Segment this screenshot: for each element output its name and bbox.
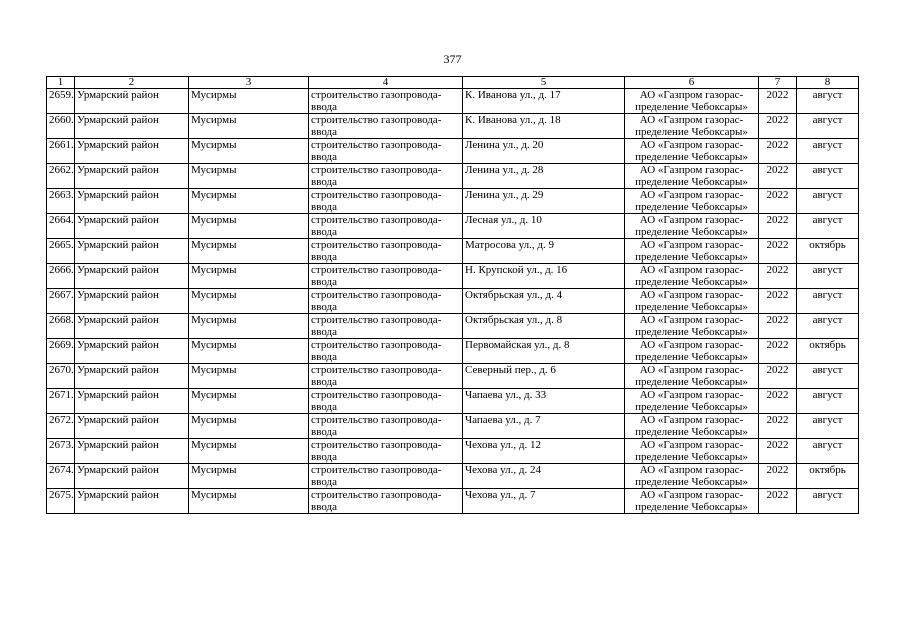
row-number: 2667. [47, 289, 75, 314]
work-type-cell [309, 114, 463, 139]
table-row [47, 189, 859, 214]
table-row [47, 114, 859, 139]
year-cell: 2022 [759, 89, 797, 114]
organization-cell [625, 439, 759, 464]
organization-cell [625, 489, 759, 514]
row-number: 2675. [47, 489, 75, 514]
work-type-line: строительство газопровода- [311, 414, 442, 426]
table-row [47, 389, 859, 414]
locality-cell: Мусирмы [189, 139, 309, 164]
organization-cell [625, 164, 759, 189]
column-header: 8 [797, 77, 859, 89]
locality-cell: Мусирмы [189, 489, 309, 514]
organization-line: АО «Газпром газорас- [639, 89, 744, 101]
year-cell: 2022 [759, 139, 797, 164]
year-cell: 2022 [759, 114, 797, 139]
row-number: 2671. [47, 389, 75, 414]
table-row [47, 314, 859, 339]
work-type-cell [309, 439, 463, 464]
year-cell: 2022 [759, 164, 797, 189]
organization-line: АО «Газпром газорас- [639, 139, 744, 151]
year-cell: 2022 [759, 264, 797, 289]
work-type-cell [309, 189, 463, 214]
month-cell: август [797, 214, 859, 239]
year-cell: 2022 [759, 239, 797, 264]
locality-cell: Мусирмы [189, 189, 309, 214]
work-type-line: ввода [311, 451, 337, 463]
organization-line: АО «Газпром газорас- [639, 289, 744, 301]
address-cell: Чехова ул., д. 24 [463, 464, 625, 489]
work-type-cell [309, 139, 463, 164]
work-type-line: ввода [311, 501, 337, 513]
table-row [47, 264, 859, 289]
year-cell: 2022 [759, 389, 797, 414]
month-cell: август [797, 189, 859, 214]
month-cell: октябрь [797, 239, 859, 264]
address-cell: К. Иванова ул., д. 17 [463, 89, 625, 114]
locality-cell: Мусирмы [189, 464, 309, 489]
locality-cell: Мусирмы [189, 214, 309, 239]
organization-line: АО «Газпром газорас- [639, 364, 744, 376]
organization-cell [625, 89, 759, 114]
organization-line: пределение Чебоксары» [635, 126, 748, 138]
table-row [47, 164, 859, 189]
organization-line: пределение Чебоксары» [635, 201, 748, 213]
work-type-cell [309, 314, 463, 339]
month-cell: август [797, 389, 859, 414]
column-header: 7 [759, 77, 797, 89]
organization-line: пределение Чебоксары» [635, 426, 748, 438]
organization-line: АО «Газпром газорас- [639, 489, 744, 501]
month-cell: август [797, 164, 859, 189]
year-cell: 2022 [759, 214, 797, 239]
district-cell: Урмарский район [75, 139, 189, 164]
work-type-cell [309, 464, 463, 489]
row-number: 2668. [47, 314, 75, 339]
organization-cell [625, 314, 759, 339]
month-cell: август [797, 414, 859, 439]
month-cell: август [797, 264, 859, 289]
organization-line: АО «Газпром газорас- [639, 464, 744, 476]
work-type-line: ввода [311, 351, 337, 363]
organization-cell [625, 239, 759, 264]
table-row [47, 239, 859, 264]
year-cell: 2022 [759, 364, 797, 389]
organization-cell [625, 189, 759, 214]
work-type-line: ввода [311, 476, 337, 488]
locality-cell: Мусирмы [189, 264, 309, 289]
organization-line: АО «Газпром газорас- [639, 339, 744, 351]
row-number: 2670. [47, 364, 75, 389]
table-row [47, 339, 859, 364]
work-type-line: строительство газопровода- [311, 339, 442, 351]
organization-line: пределение Чебоксары» [635, 476, 748, 488]
organization-line: пределение Чебоксары» [635, 376, 748, 388]
work-type-line: строительство газопровода- [311, 389, 442, 401]
month-cell: август [797, 314, 859, 339]
district-cell: Урмарский район [75, 214, 189, 239]
year-cell: 2022 [759, 314, 797, 339]
address-cell: Чапаева ул., д. 7 [463, 414, 625, 439]
work-type-line: строительство газопровода- [311, 489, 442, 501]
column-header: 4 [309, 77, 463, 89]
address-cell: Чехова ул., д. 7 [463, 489, 625, 514]
year-cell: 2022 [759, 439, 797, 464]
organization-line: АО «Газпром газорас- [639, 189, 744, 201]
work-type-cell [309, 214, 463, 239]
organization-line: пределение Чебоксары» [635, 226, 748, 238]
organization-cell [625, 339, 759, 364]
organization-line: АО «Газпром газорас- [639, 239, 744, 251]
district-cell: Урмарский район [75, 464, 189, 489]
work-type-cell [309, 89, 463, 114]
work-type-line: строительство газопровода- [311, 364, 442, 376]
organization-line: АО «Газпром газорас- [639, 164, 744, 176]
locality-cell: Мусирмы [189, 389, 309, 414]
locality-cell: Мусирмы [189, 289, 309, 314]
work-type-line: ввода [311, 301, 337, 313]
organization-line: АО «Газпром газорас- [639, 414, 744, 426]
row-number: 2672. [47, 414, 75, 439]
column-header: 5 [463, 77, 625, 89]
address-cell: Матросова ул., д. 9 [463, 239, 625, 264]
work-type-line: строительство газопровода- [311, 164, 442, 176]
district-cell: Урмарский район [75, 439, 189, 464]
work-type-line: ввода [311, 401, 337, 413]
table-row [47, 139, 859, 164]
year-cell: 2022 [759, 414, 797, 439]
address-cell: Чехова ул., д. 12 [463, 439, 625, 464]
work-type-line: строительство газопровода- [311, 214, 442, 226]
month-cell: август [797, 364, 859, 389]
column-number-row [47, 77, 859, 89]
organization-line: АО «Газпром газорас- [639, 439, 744, 451]
organization-cell [625, 389, 759, 414]
work-type-line: строительство газопровода- [311, 289, 442, 301]
work-type-line: ввода [311, 201, 337, 213]
work-type-cell [309, 264, 463, 289]
month-cell: август [797, 439, 859, 464]
address-cell: Северный пер., д. 6 [463, 364, 625, 389]
table-body [47, 89, 859, 514]
work-type-line: строительство газопровода- [311, 314, 442, 326]
locality-cell: Мусирмы [189, 339, 309, 364]
month-cell: август [797, 289, 859, 314]
address-cell: Лесная ул., д. 10 [463, 214, 625, 239]
table-row [47, 289, 859, 314]
month-cell: август [797, 489, 859, 514]
district-cell: Урмарский район [75, 89, 189, 114]
work-type-line: строительство газопровода- [311, 139, 442, 151]
row-number: 2673. [47, 439, 75, 464]
organization-cell [625, 464, 759, 489]
work-type-line: ввода [311, 376, 337, 388]
address-cell: К. Иванова ул., д. 18 [463, 114, 625, 139]
page-number: 377 [443, 52, 462, 66]
organization-cell [625, 139, 759, 164]
row-number: 2669. [47, 339, 75, 364]
organization-cell [625, 414, 759, 439]
organization-line: пределение Чебоксары» [635, 301, 748, 313]
district-cell: Урмарский район [75, 164, 189, 189]
work-type-line: ввода [311, 126, 337, 138]
row-number: 2659. [47, 89, 75, 114]
organization-line: пределение Чебоксары» [635, 451, 748, 463]
organization-cell [625, 364, 759, 389]
table-row [47, 214, 859, 239]
address-cell: Ленина ул., д. 29 [463, 189, 625, 214]
work-type-line: ввода [311, 326, 337, 338]
year-cell: 2022 [759, 189, 797, 214]
work-type-line: строительство газопровода- [311, 89, 442, 101]
address-cell: Н. Крупской ул., д. 16 [463, 264, 625, 289]
column-header: 6 [625, 77, 759, 89]
row-number: 2674. [47, 464, 75, 489]
locality-cell: Мусирмы [189, 239, 309, 264]
organization-line: пределение Чебоксары» [635, 101, 748, 113]
row-number: 2666. [47, 264, 75, 289]
table-row [47, 439, 859, 464]
organization-line: пределение Чебоксары» [635, 151, 748, 163]
locality-cell: Мусирмы [189, 89, 309, 114]
row-number: 2665. [47, 239, 75, 264]
organization-line: пределение Чебоксары» [635, 501, 748, 513]
organization-line: АО «Газпром газорас- [639, 264, 744, 276]
district-cell: Урмарский район [75, 114, 189, 139]
row-number: 2662. [47, 164, 75, 189]
work-type-cell [309, 339, 463, 364]
month-cell: август [797, 89, 859, 114]
work-type-line: ввода [311, 101, 337, 113]
organization-line: пределение Чебоксары» [635, 351, 748, 363]
work-type-line: строительство газопровода- [311, 239, 442, 251]
district-cell: Урмарский район [75, 239, 189, 264]
district-cell: Урмарский район [75, 289, 189, 314]
address-cell: Ленина ул., д. 28 [463, 164, 625, 189]
work-type-line: ввода [311, 276, 337, 288]
work-type-line: ввода [311, 251, 337, 263]
address-cell: Октябрьская ул., д. 4 [463, 289, 625, 314]
district-cell: Урмарский район [75, 189, 189, 214]
organization-line: АО «Газпром газорас- [639, 389, 744, 401]
table-header [47, 77, 859, 89]
gasification-register-table [46, 76, 859, 514]
work-type-cell [309, 414, 463, 439]
district-cell: Урмарский район [75, 364, 189, 389]
locality-cell: Мусирмы [189, 114, 309, 139]
row-number: 2663. [47, 189, 75, 214]
work-type-cell [309, 289, 463, 314]
organization-line: пределение Чебоксары» [635, 251, 748, 263]
year-cell: 2022 [759, 289, 797, 314]
organization-line: пределение Чебоксары» [635, 401, 748, 413]
address-cell: Октябрьская ул., д. 8 [463, 314, 625, 339]
address-cell: Чапаева ул., д. 33 [463, 389, 625, 414]
district-cell: Урмарский район [75, 264, 189, 289]
work-type-line: строительство газопровода- [311, 189, 442, 201]
work-type-cell [309, 164, 463, 189]
organization-line: АО «Газпром газорас- [639, 314, 744, 326]
month-cell: август [797, 114, 859, 139]
address-cell: Ленина ул., д. 20 [463, 139, 625, 164]
month-cell: октябрь [797, 464, 859, 489]
locality-cell: Мусирмы [189, 314, 309, 339]
organization-cell [625, 114, 759, 139]
organization-cell [625, 214, 759, 239]
organization-line: пределение Чебоксары» [635, 176, 748, 188]
year-cell: 2022 [759, 464, 797, 489]
month-cell: октябрь [797, 339, 859, 364]
district-cell: Урмарский район [75, 414, 189, 439]
organization-line: АО «Газпром газорас- [639, 114, 744, 126]
work-type-line: ввода [311, 226, 337, 238]
row-number: 2660. [47, 114, 75, 139]
address-cell: Первомайская ул., д. 8 [463, 339, 625, 364]
year-cell: 2022 [759, 339, 797, 364]
organization-cell [625, 289, 759, 314]
work-type-line: ввода [311, 426, 337, 438]
row-number: 2664. [47, 214, 75, 239]
work-type-cell [309, 389, 463, 414]
year-cell: 2022 [759, 489, 797, 514]
work-type-line: ввода [311, 176, 337, 188]
column-header: 1 [47, 77, 75, 89]
work-type-cell [309, 364, 463, 389]
table-row [47, 464, 859, 489]
organization-line: пределение Чебоксары» [635, 326, 748, 338]
column-header: 3 [189, 77, 309, 89]
work-type-line: ввода [311, 151, 337, 163]
work-type-line: строительство газопровода- [311, 464, 442, 476]
organization-cell [625, 264, 759, 289]
work-type-line: строительство газопровода- [311, 114, 442, 126]
table-row [47, 414, 859, 439]
organization-line: АО «Газпром газорас- [639, 214, 744, 226]
locality-cell: Мусирмы [189, 439, 309, 464]
column-header: 2 [75, 77, 189, 89]
table-row [47, 364, 859, 389]
work-type-line: строительство газопровода- [311, 439, 442, 451]
work-type-line: строительство газопровода- [311, 264, 442, 276]
row-number: 2661. [47, 139, 75, 164]
table-row [47, 89, 859, 114]
locality-cell: Мусирмы [189, 364, 309, 389]
work-type-cell [309, 239, 463, 264]
locality-cell: Мусирмы [189, 164, 309, 189]
table-row [47, 489, 859, 514]
month-cell: август [797, 139, 859, 164]
work-type-cell [309, 489, 463, 514]
district-cell: Урмарский район [75, 339, 189, 364]
locality-cell: Мусирмы [189, 414, 309, 439]
district-cell: Урмарский район [75, 314, 189, 339]
organization-line: пределение Чебоксары» [635, 276, 748, 288]
district-cell: Урмарский район [75, 389, 189, 414]
district-cell: Урмарский район [75, 489, 189, 514]
